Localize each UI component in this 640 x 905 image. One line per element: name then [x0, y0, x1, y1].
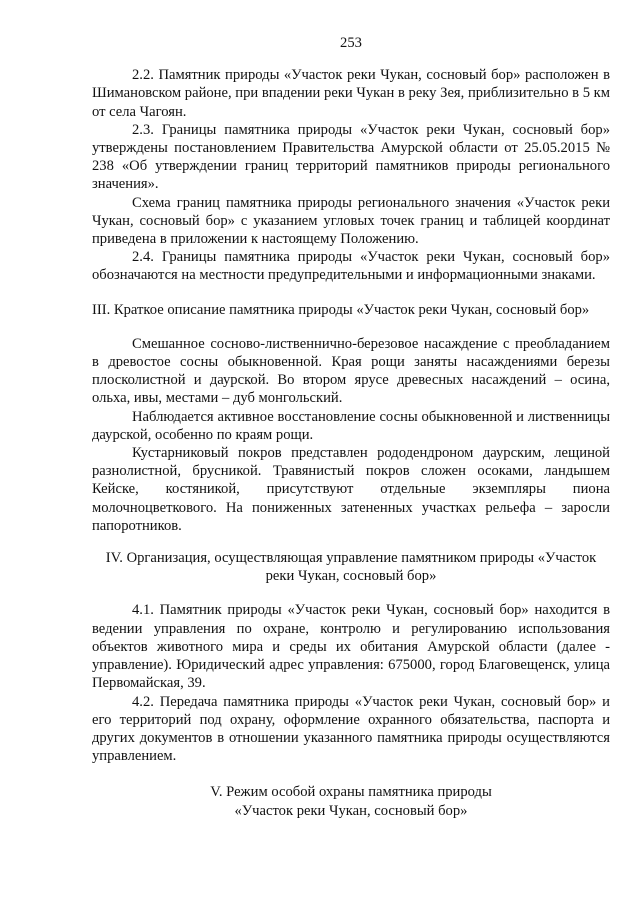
paragraph-4-2: 4.2. Передача памятника природы «Участок реки Чукан, сосновый бор» и его территорий под охрану, оформление охранного обязательства, паспорта и других документов в отношении указанного памятника природы осуществляются управлением.: [92, 693, 610, 765]
section-heading-5: [92, 783, 610, 819]
section-heading-4: IV. Организация, осуществляющая управление памятником природы «Участок реки Чукан, сосновый бор»: [105, 550, 597, 585]
paragraph-2-4: 2.4. Границы памятника природы «Участок реки Чукан, сосновый бор» обозначаются на местности предупредительными и информационными знаками.: [92, 249, 610, 284]
section-heading-3: III. Краткое описание памятника природы «Участок реки Чукан, сосновый бор»: [92, 301, 590, 318]
section-heading-5-line2: «Участок реки Чукан, сосновый бор»: [234, 802, 468, 819]
section-heading-5-line1: V. Режим особой охраны памятника природы: [210, 784, 492, 801]
paragraph-restoration: Наблюдается активное восстановление сосны обыкновенной и лиственницы даурской, особенно по краям рощи.: [92, 408, 610, 443]
paragraph-scheme: Схема границ памятника природы регионального значения «Участок реки Чукан, сосновый бор» с указанием угловых точек границ и таблицей координат приведена в приложении к настоящему Положению.: [92, 194, 610, 248]
paragraph-mixed-stand: Смешанное сосново-лиственнично-березовое насаждение с преобладанием в древостое сосны обыкновенной. Края рощи заняты насаждениями березы плосколистной и даурской. Во втором ярусе древесных насаждений – осина, ольха, ивы, местами – дуб монгольский.: [92, 335, 610, 407]
paragraph-4-1: 4.1. Памятник природы «Участок реки Чукан, сосновый бор» находится в ведении управления по охране, контролю и регулированию использования объектов животного мира и среды их обитания Амурской области (далее - управление). Юридический адрес управления: 675000, город Благовещенск, улица Первомайская, 39.: [92, 602, 610, 692]
paragraph-2-2: 2.2. Памятник природы «Участок реки Чукан, сосновый бор» расположен в Шимановском районе, при впадении реки Чукан в реку Зея, приблизительно в 5 км от села Чагоян.: [92, 67, 610, 120]
paragraph-shrub-cover: Кустарниковый покров представлен рододендроном даурским, лещиной разнолистной, брусникой. Травянистый покров сложен осоками, ландышем Кейске, костяникой, присутствуют отдельные экземпляры пиона молочноцветкового. На пониженных затененных участках рельефа – заросли папоротников.: [92, 445, 610, 534]
page-number: 253: [340, 35, 362, 51]
paragraph-2-3: 2.3. Границы памятника природы «Участок реки Чукан, сосновый бор» утверждены постановлением Правительства Амурской области от 25.05.2015 № 238 «Об утверждении границ территорий памятников природы регионального значения».: [92, 121, 610, 193]
